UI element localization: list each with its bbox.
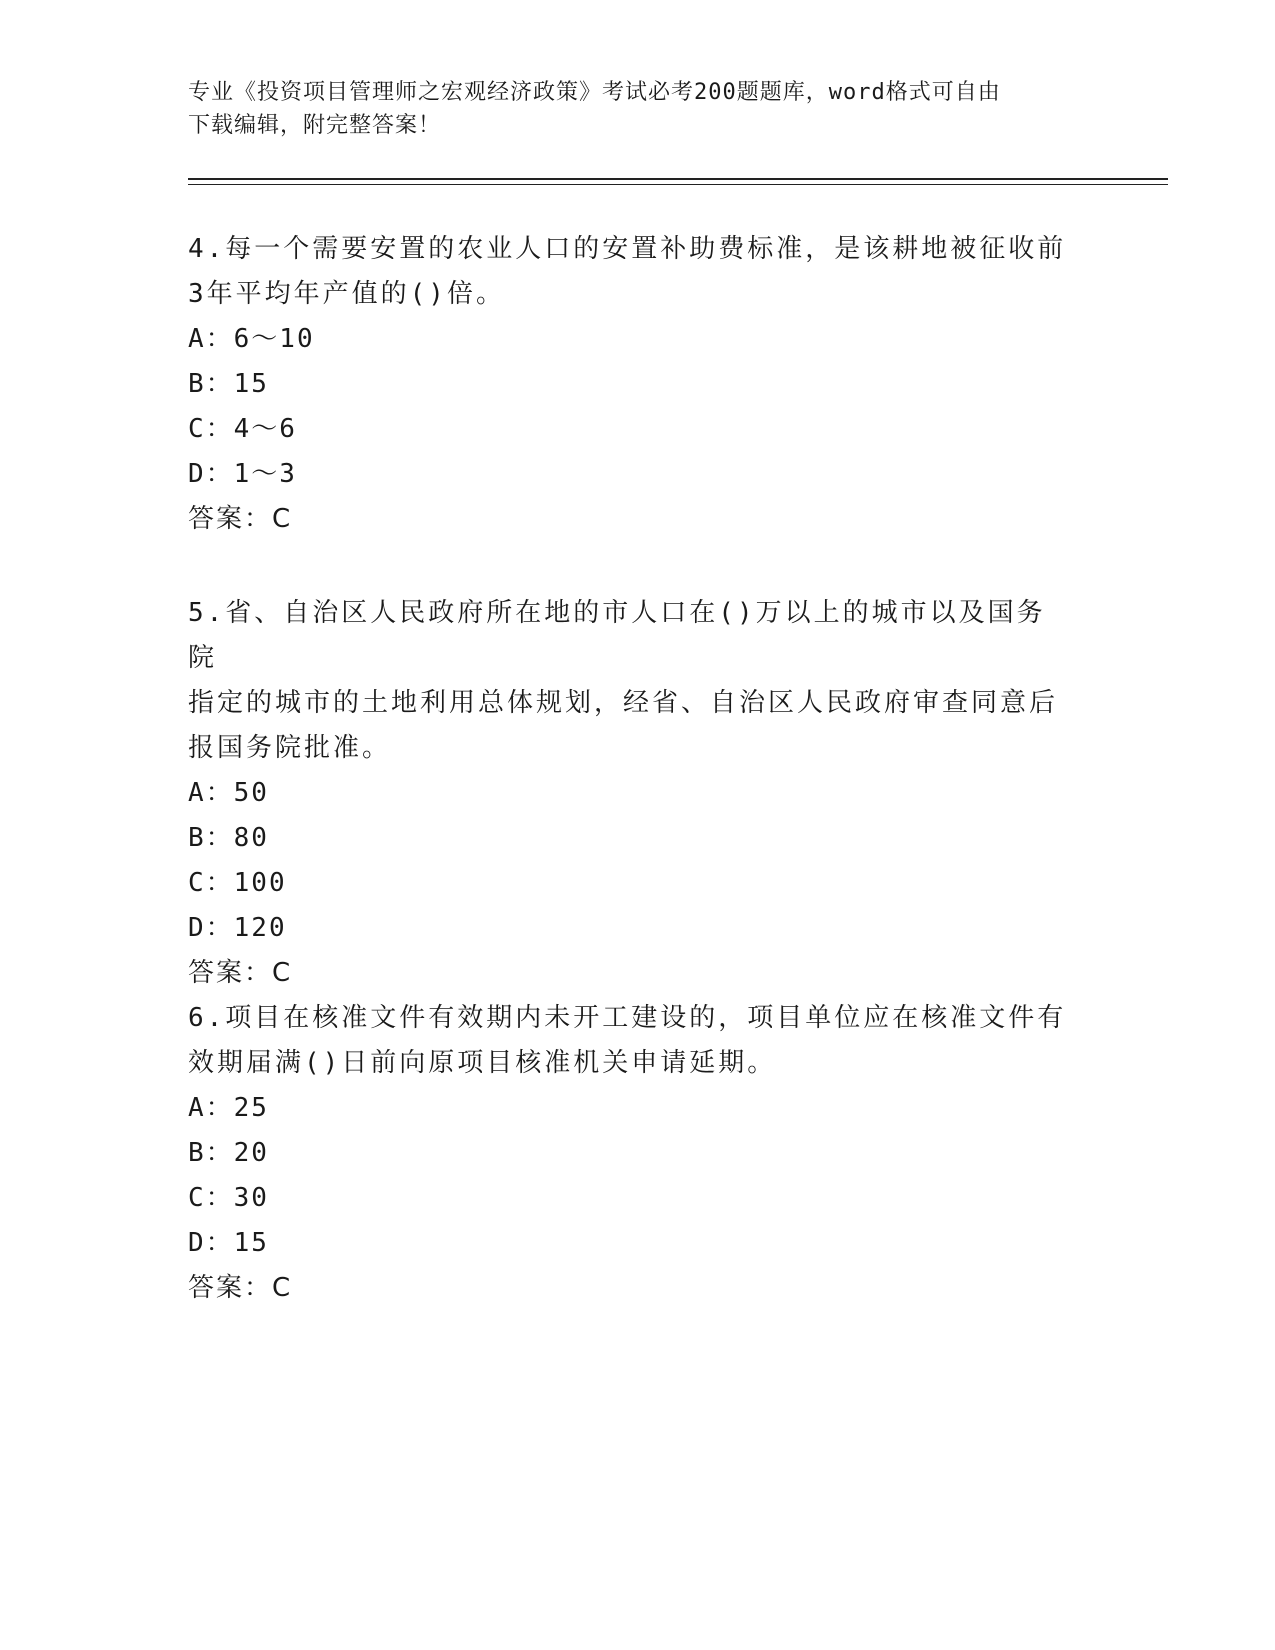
option-d: D：1～3 [188, 459, 297, 489]
question-stem-line: 效期届满()日前向原项目核准机关申请延期。 [188, 1048, 777, 1078]
answer-label: 答案：C [188, 1273, 293, 1303]
header-divider-thick [188, 178, 1168, 180]
question-stem-line: 报国务院批准。 [188, 733, 392, 763]
option-c: C：4～6 [188, 414, 297, 444]
option-b: B：15 [188, 369, 269, 399]
answer-label: 答案：C [188, 504, 293, 534]
option-a: A：25 [188, 1093, 269, 1123]
option-c: C：30 [188, 1183, 269, 1213]
question-4 [188, 227, 1068, 542]
question-stem-line: 4.每一个需要安置的农业人口的安置补助费标准，是该耕地被征收前 [188, 234, 1067, 264]
option-a: A：50 [188, 778, 269, 808]
question-6 [188, 996, 1068, 1311]
question-stem-line: 3年平均年产值的()倍。 [188, 279, 505, 309]
question-stem-line: 5.省、自治区人民政府所在地的市人口在()万以上的城市以及国务院 [188, 598, 1046, 673]
option-b: B：20 [188, 1138, 269, 1168]
question-stem-line: 6.项目在核准文件有效期内未开工建设的，项目单位应在核准文件有 [188, 1003, 1067, 1033]
header-divider-thin [188, 184, 1168, 185]
option-b: B：80 [188, 823, 269, 853]
answer-label: 答案：C [188, 958, 293, 988]
option-a: A：6～10 [188, 324, 315, 354]
header-line-2: 下载编辑，附完整答案！ [188, 113, 442, 138]
option-c: C：100 [188, 868, 287, 898]
option-d: D：120 [188, 913, 287, 943]
option-d: D：15 [188, 1228, 269, 1258]
question-5 [188, 591, 1068, 996]
header-line-1: 专业《投资项目管理师之宏观经济政策》考试必考200题题库，word格式可自由 [188, 80, 1001, 105]
question-stem-line: 指定的城市的土地利用总体规划，经省、自治区人民政府审查同意后 [188, 688, 1059, 718]
document-header [188, 76, 1068, 142]
